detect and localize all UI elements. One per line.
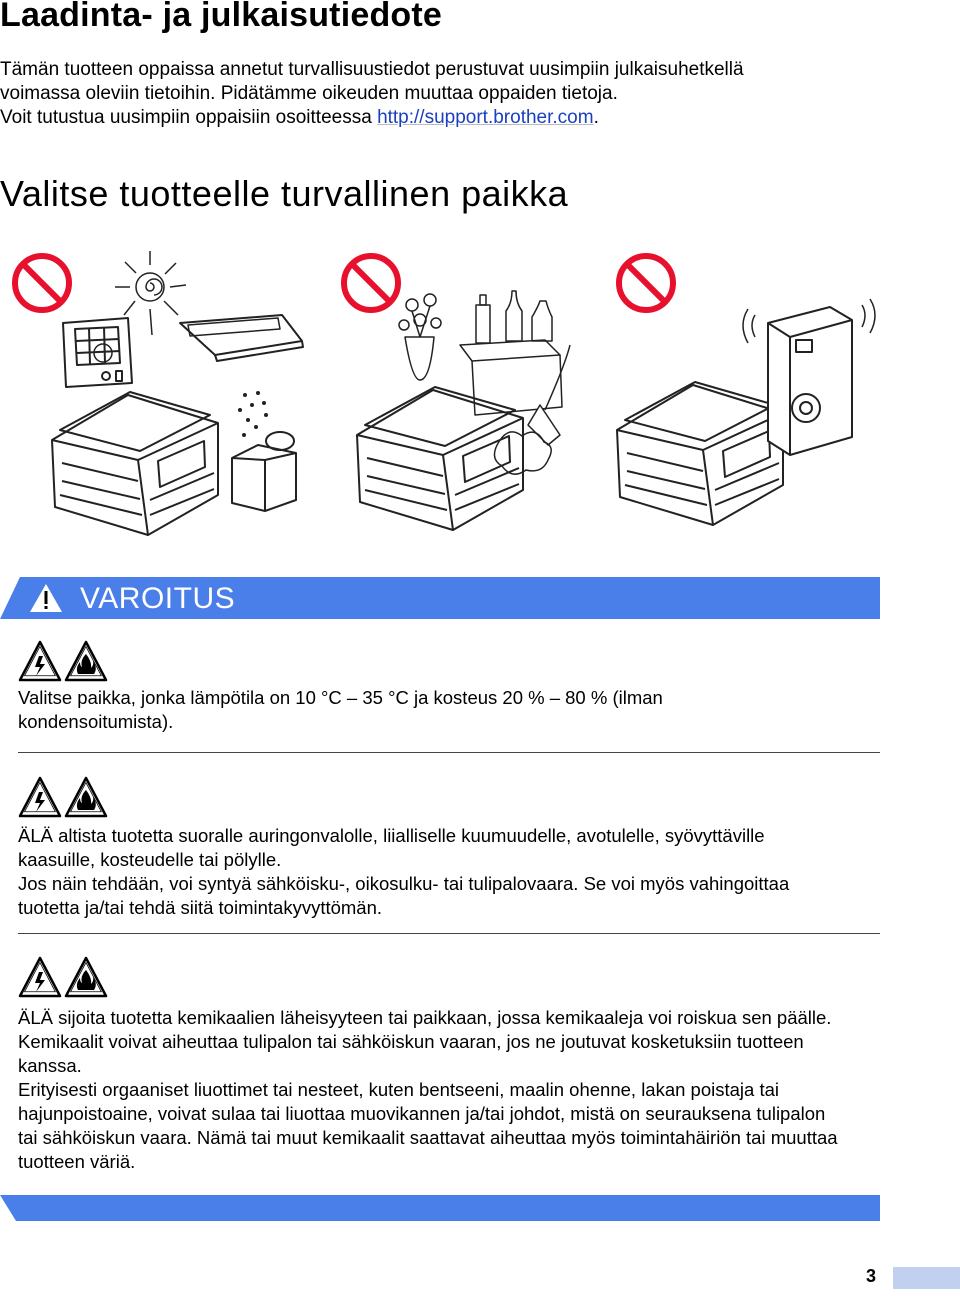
warning-label: VAROITUS	[80, 582, 236, 615]
warning-text: tuotetta ja/tai tehdä siitä toimintakyvyttömän.	[18, 897, 383, 918]
electrical-hazard-icon	[20, 778, 60, 816]
warning-text: Valitse paikka, jonka lämpötila on 10 °C – 35 °C ja kosteus 20 % – 80 % (ilman	[18, 687, 663, 708]
intro-text	[0, 58, 900, 130]
electrical-hazard-icon	[20, 642, 60, 680]
page-heading: Laadinta- ja julkaisutiedote	[0, 0, 443, 34]
placement-illustration	[0, 245, 880, 545]
humidifier-icon	[232, 391, 296, 511]
warning-item	[18, 1006, 878, 1174]
heater-icon	[63, 318, 132, 387]
intro-line-prefix: Voit tutustua uusimpiin oppaisiin osoitteessa	[0, 107, 378, 128]
warning-text: kaasuille, kosteudelle tai pölylle.	[18, 849, 282, 870]
warning-text: Kemikaalit voivat aiheuttaa tulipalon tai sähköiskun vaaran, jos ne joutuvat kosketuksiin tuotteen	[18, 1031, 804, 1052]
warning-item	[18, 686, 878, 734]
fire-hazard-icon	[66, 642, 106, 680]
chemical-bottles-icon	[460, 291, 562, 415]
printer-icon	[52, 392, 218, 535]
intro-line-suffix: .	[593, 107, 599, 128]
warning-text: ÄLÄ sijoita tuotetta kemikaalien läheisyyteen tai paikkaan, jossa kemikaaleja voi roiskua sen päälle.	[18, 1007, 832, 1028]
divider	[18, 752, 880, 753]
warning-text: kanssa.	[18, 1055, 82, 1076]
prohibition-icon	[344, 256, 398, 310]
intro-line	[0, 106, 900, 130]
fire-hazard-icon	[66, 778, 106, 816]
intro-line: voimassa oleviin tietoihin. Pidätämme oikeuden muuttaa oppaiden tietoja.	[0, 83, 618, 104]
section-title: Valitse tuotteelle turvallinen paikka	[0, 173, 569, 214]
warning-text: hajunpoistoaine, voivat sulaa tai liuottaa muovikannen ja/tai johdot, mistä on seurauksena tulipalon	[18, 1103, 826, 1124]
hazard-icons	[18, 776, 108, 820]
page-number: 3	[866, 1266, 877, 1286]
hazard-icons	[18, 640, 108, 684]
warning-text: tai sähköiskun vaara. Nämä tai muut kemikaalit saattavat aiheuttaa myös toimintahäiriön tai muuttaa	[18, 1127, 838, 1148]
warning-text: Jos näin tehdään, voi syntyä sähköisku-, oikosulku- tai tulipalovaara. Se voi myös vahingoittaa	[18, 873, 790, 894]
warning-text: ÄLÄ altista tuotetta suoralle auringonvalolle, liialliselle kuumuudelle, avotulelle, syövyttäville	[18, 825, 765, 846]
hazard-icons	[18, 956, 108, 1000]
warning-item	[18, 824, 878, 920]
warning-text: tuotteen väriä.	[18, 1151, 136, 1172]
intro-line: Tämän tuotteen oppaissa annetut turvallisuustiedot perustuvat uusimpiin julkaisuhetkellä	[0, 59, 744, 80]
divider	[18, 933, 880, 934]
page-tab	[893, 1267, 960, 1289]
flowers-icon	[399, 294, 441, 380]
prohibition-icon	[15, 256, 69, 310]
warning-text: kondensoitumista).	[18, 711, 174, 732]
warning-text: Erityisesti orgaaniset liuottimet tai nesteet, kuten bentseeni, maalin ohenne, lakan poistaja tai	[18, 1079, 780, 1100]
ventilation-icon	[180, 315, 303, 361]
electrical-hazard-icon	[20, 958, 60, 996]
support-link[interactable]: http://support.brother.com	[377, 107, 594, 128]
fire-hazard-icon	[66, 958, 106, 996]
prohibition-icon	[619, 256, 673, 310]
warning-footer-bar	[0, 1195, 880, 1221]
